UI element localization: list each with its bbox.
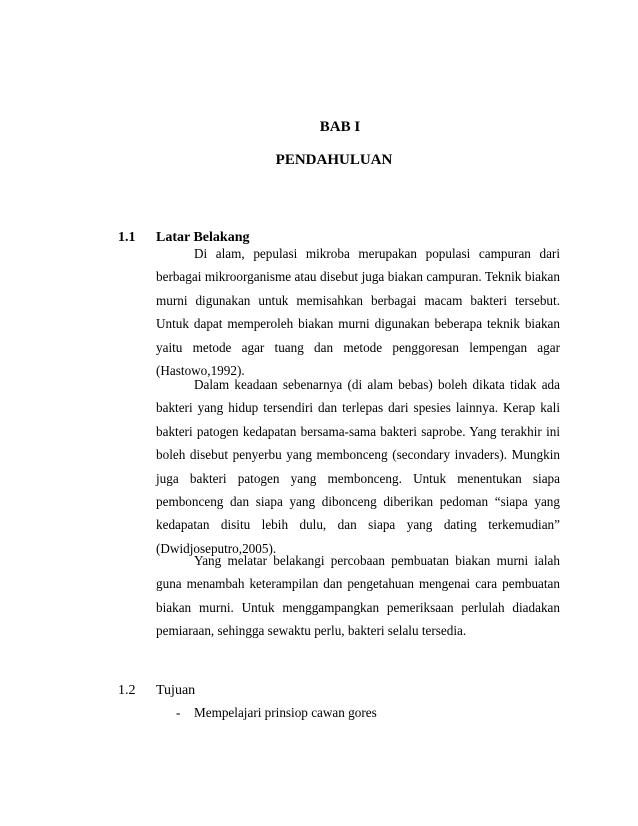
paragraph: Di alam, pepulasi mikroba merupakan populasi campuran dari berbagai mikroorganisme atau disebut juga biakan campuran. Teknik biakan murni digunakan untuk memisahkan berbagai macam bakteri tersebut. Untuk dapat memperoleh biakan murni digunakan beberapa teknik biakan yaitu metode agar tuang dan metode penggoresan lempengan agar (Hastowo,1992). <box>156 246 560 379</box>
section-number: 1.2 <box>118 683 136 698</box>
list-item <box>176 704 377 722</box>
list-item-text: Mempelajari prinsiop cawan gores <box>194 705 377 720</box>
paragraph: Yang melatar belakangi percobaan pembuatan biakan murni ialah guna menambah keterampilan dan pengetahuan mengenai cara pembuatan biakan murni. Untuk menggampangkan pemeriksaan perlulah diadakan pemiaraan, sehingga sewaktu perlu, bakteri selalu tersedia. <box>156 553 560 639</box>
section-number: 1.1 <box>118 230 136 245</box>
chapter-title: PENDAHULUAN <box>275 152 393 168</box>
section-title: Latar Belakang <box>156 230 250 245</box>
list-bullet: - <box>176 705 181 720</box>
paragraph: Dalam keadaan sebenarnya (di alam bebas) boleh dikata tidak ada bakteri yang hidup tersendiri dan terlepas dari spesies lainnya. Kerap kali bakteri patogen kedapatan bersama-sama bakteri saprobe. Yang terakhir ini boleh disebut penyerbu yang membonceng (secondary invaders). Mungkin juga bakteri patogen yang membonceng. Untuk menentukan siapa pembonceng dan siapa yang dibonceng diberikan pedoman “siapa yang kedapatan disitu lebih dulu, dan siapa yang dating terkemudian” (Dwidjoseputro,2005). <box>156 377 560 556</box>
section-title: Tujuan <box>156 683 196 698</box>
chapter-number: BAB I <box>319 119 361 135</box>
